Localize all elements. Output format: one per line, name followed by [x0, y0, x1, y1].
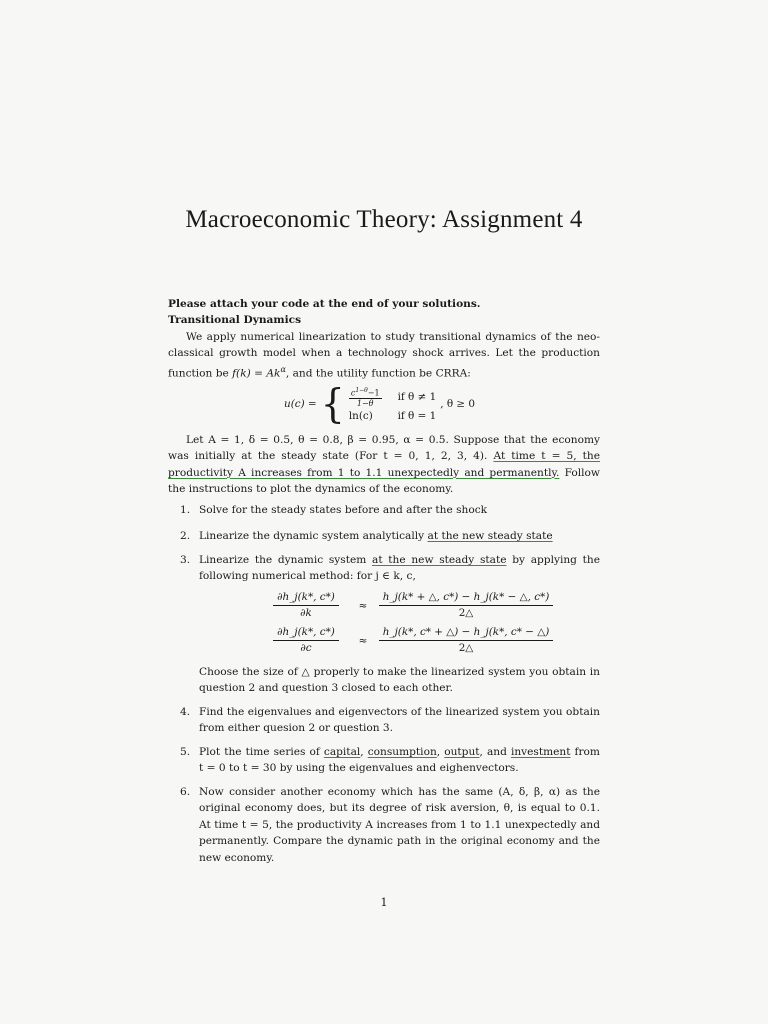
item-number: 1.	[180, 504, 191, 516]
derivative-approximations	[262, 590, 550, 656]
item-word-output: output	[444, 746, 480, 758]
utility-tail: , θ ≥ 0	[440, 398, 476, 410]
deriv-row1-rhs	[376, 590, 556, 621]
production-function: f(k) = Ak	[232, 367, 281, 380]
case1-numerator: c	[350, 388, 356, 398]
notice-text	[168, 296, 600, 382]
case1-numerator-tail: −1	[367, 388, 380, 398]
params-part1: Let A = 1, δ = 0.5, θ = 0.8, β = 0.95, α = 0.5. Suppose that the economy was initially at the steady state (For t = 0, 1, 2, 3, 4).	[168, 434, 600, 463]
item-text	[199, 528, 600, 544]
deriv-row1-lhs	[262, 590, 350, 621]
approx-symbol: ≈	[358, 599, 368, 612]
deriv-row2-lhs-den: ∂c	[300, 642, 312, 654]
params-part2: Follow the instructions to plot the dynamics of the economy.	[168, 466, 600, 496]
list-item	[180, 784, 600, 866]
item-text-underlined: at the new steady state	[427, 530, 553, 542]
item-number: 5.	[180, 746, 191, 758]
item-text-pre: Linearize the dynamic system analytically	[199, 530, 428, 542]
page-title: Macroeconomic Theory: Assignment 4	[185, 206, 583, 233]
deriv-row1-rhs-num: h_j(k* + △, c*) − h_j(k* − △, c*)	[379, 590, 554, 606]
item3-followup-text: Choose the size of △ properly to make the linearized system you obtain in question 2 and question 3 closed to each other.	[199, 666, 600, 695]
list-item-followup	[180, 664, 600, 697]
item-text	[199, 552, 600, 585]
left-brace: {	[320, 380, 345, 428]
deriv-row2-rhs-num: h_j(k*, c* + △) − h_j(k*, c* − △)	[379, 625, 554, 641]
shock-text: At time t = 5, the productivity A increases from 1 to 1.1 unexpectedly and permanently.	[168, 450, 600, 479]
item-number: 6.	[180, 786, 191, 798]
intro-paragraph	[168, 329, 600, 382]
intro-line1: We apply numerical linearization to study transitional dynamics of the neo-classical growth model when a technology shock arrives. Let the production function be	[168, 330, 600, 380]
production-exponent: α	[280, 364, 286, 374]
case2-condition: if θ = 1	[397, 409, 437, 422]
case2-expression: ln(c)	[348, 409, 373, 422]
intro-line2: , and the utility function be CRRA:	[285, 367, 471, 380]
item-text: Find the eigenvalues and eigenvectors of the linearized system you obtain from either quesion 2 or question 3.	[199, 706, 600, 735]
item-word-consumption: consumption	[367, 746, 437, 758]
utility-cases	[349, 386, 436, 422]
params-paragraph	[168, 432, 600, 498]
item-text-underlined: at the new steady state	[372, 554, 507, 566]
item-text-pre: Linearize the dynamic system	[199, 554, 373, 566]
deriv-row2-lhs	[262, 625, 350, 656]
item-word-investment: investment	[510, 746, 571, 758]
deriv-row2-rhs-den: 2△	[458, 642, 474, 654]
list-item	[180, 744, 600, 777]
list-item	[180, 528, 600, 544]
item-number: 2.	[180, 530, 191, 542]
case1-condition: if θ ≠ 1	[397, 391, 437, 403]
utility-equation	[284, 380, 476, 428]
item-sep: ,	[360, 746, 368, 758]
list-item	[180, 502, 600, 518]
deriv-row1-lhs-num: ∂h_j(k*, c*)	[273, 590, 339, 606]
item-number: 4.	[180, 706, 191, 718]
item-sep: , and	[479, 746, 511, 758]
code-notice: Please attach your code at the end of your solutions.	[168, 298, 481, 310]
case1-exponent: 1−θ	[355, 387, 368, 395]
deriv-row2-lhs-num: ∂h_j(k*, c*)	[273, 625, 339, 641]
item-number: 3.	[180, 554, 191, 566]
item-sep: ,	[436, 746, 445, 758]
item-text-post: by applying the following numerical method: for j ∈ k, c,	[199, 554, 600, 583]
item-text: Now consider another economy which has the same (A, δ, β, α) as the original economy does, but its degree of risk aversion, θ, is equal to 0.1. At time t = 5, the productivity A increases from 1 to 1.1 unexpectedly and permanently. Compare the dynamic path in the original economy and the new economy.	[199, 786, 600, 864]
item-text	[199, 744, 600, 777]
deriv-row1-lhs-den: ∂k	[300, 607, 312, 619]
item-text-pre: Plot the time series of	[199, 746, 324, 758]
item-text: Solve for the steady states before and after the shock	[199, 504, 488, 516]
section-heading: Transitional Dynamics	[168, 314, 302, 327]
item-word-capital: capital	[323, 746, 361, 758]
deriv-row1-rhs-den: 2△	[458, 607, 474, 619]
list-item	[180, 704, 600, 737]
utility-lhs: u(c) =	[284, 398, 317, 410]
deriv-row2-rhs	[376, 625, 556, 656]
approx-symbol: ≈	[358, 634, 368, 647]
page-number: 1	[380, 896, 388, 909]
case1-denominator: 1−θ	[356, 398, 374, 408]
case1-fraction	[349, 386, 382, 408]
list-item	[180, 552, 600, 585]
item-text-post: from t = 0 to t = 30 by using the eigenvalues and eighenvectors.	[199, 746, 600, 775]
